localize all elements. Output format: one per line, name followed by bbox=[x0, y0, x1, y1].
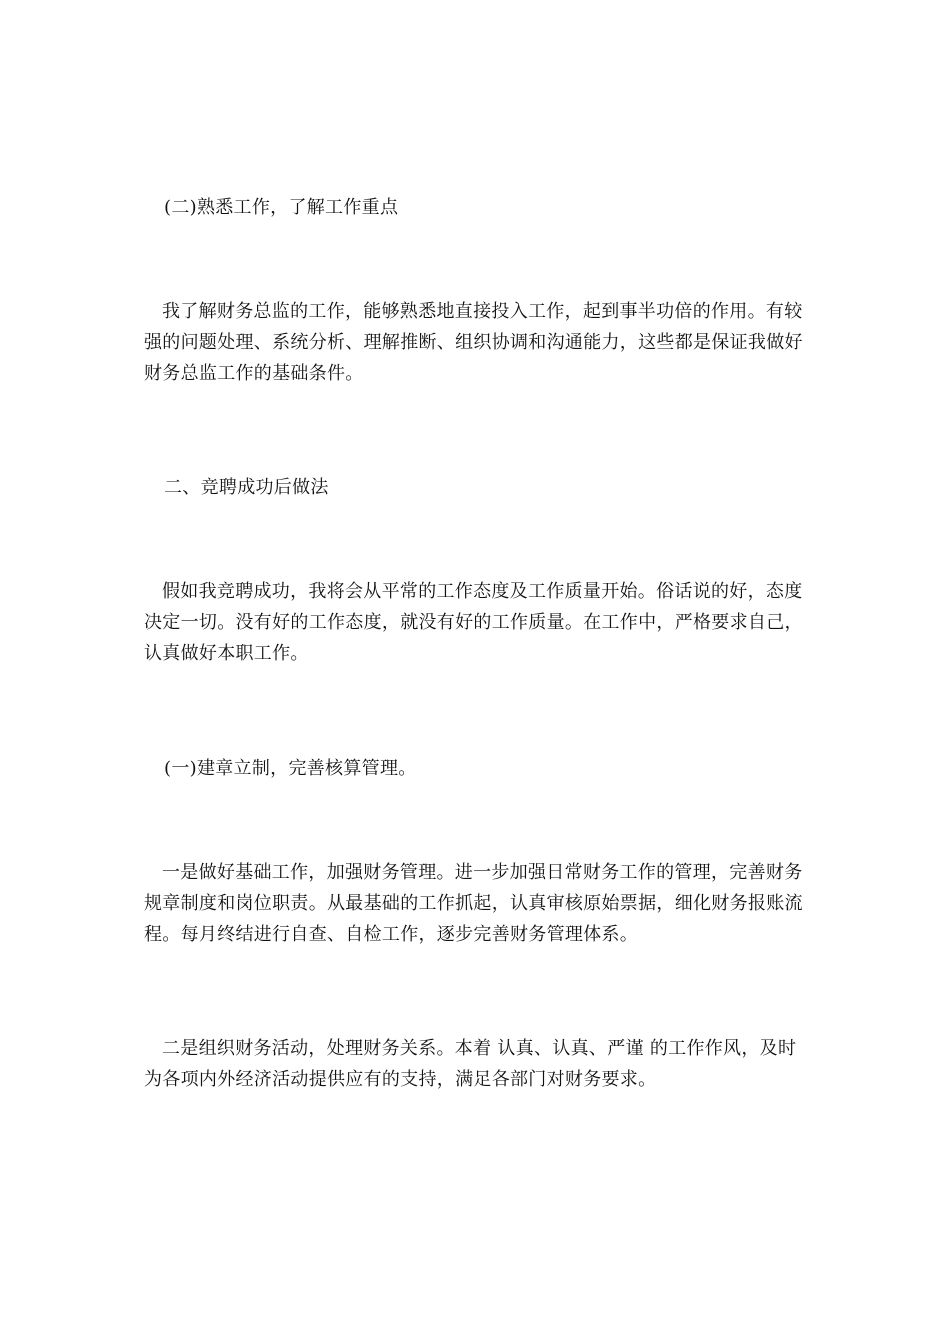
section-heading-rules: (一)建章立制，完善核算管理。 bbox=[164, 758, 417, 779]
section-heading-after-success: 二、竞聘成功后做法 bbox=[164, 477, 329, 498]
paragraph-understanding-role: 我了解财务总监的工作，能够熟悉地直接投入工作，起到事半功倍的作用。有较强的问题处理、系统分析、理解推断、组织协调和沟通能力，这些都是保证我做好财务总监工作的基础条件。 bbox=[144, 301, 803, 384]
paragraph-basic-work: 一是做好基础工作，加强财务管理。进一步加强日常财务工作的管理，完善财务规章制度和岗位职责。从最基础的工作抓起，认真审核原始票据，细化财务报账流程。每月终结进行自查、自检工作，逐步完善财务管理体系。 bbox=[144, 862, 803, 945]
paragraph-financial-activities: 二是组织财务活动，处理财务关系。本着 认真、认真、严谨 的工作作风，及时为各项内外经济活动提供应有的支持，满足各部门对财务要求。 bbox=[144, 1038, 797, 1090]
section-heading-familiar-work: (二)熟悉工作，了解工作重点 bbox=[164, 197, 399, 218]
paragraph-work-attitude: 假如我竞聘成功，我将会从平常的工作态度及工作质量开始。俗话说的好，态度决定一切。没有好的工作态度，就没有好的工作质量。在工作中，严格要求自己，认真做好本职工作。 bbox=[144, 581, 803, 664]
